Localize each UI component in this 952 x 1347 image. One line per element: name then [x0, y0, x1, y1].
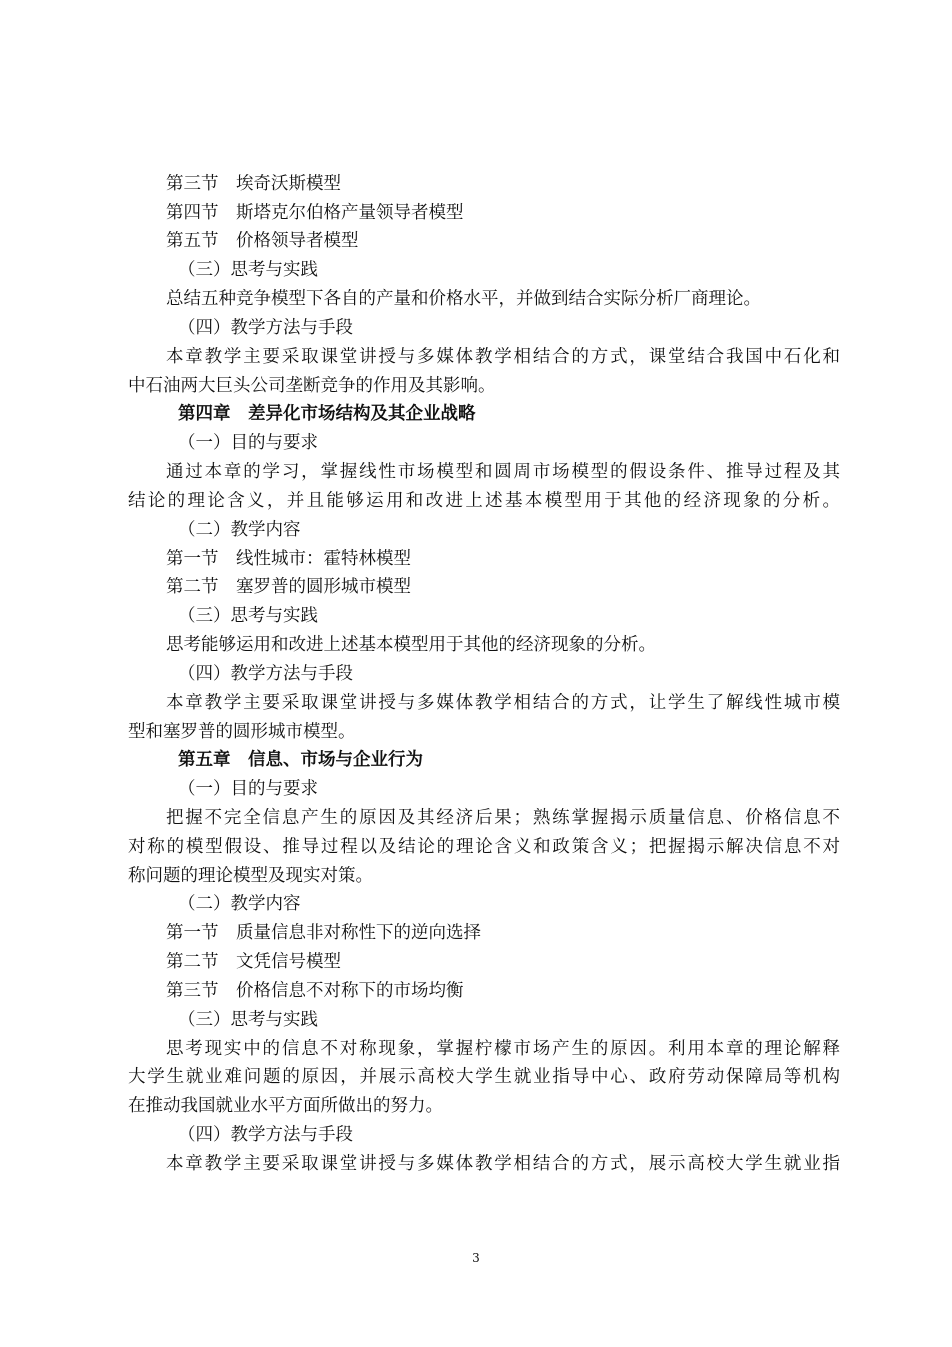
- paragraph-line: 结论的理论含义，并且能够运用和改进上述基本模型用于其他的经济现象的分析。: [128, 491, 840, 511]
- subheading: （一）目的与要求: [178, 779, 318, 799]
- section-line: 第四节 斯塔克尔伯格产量领导者模型: [166, 203, 464, 223]
- paragraph-line: 通过本章的学习，掌握线性市场模型和圆周市场模型的假设条件、推导过程及其: [166, 462, 840, 482]
- subheading: （四）教学方法与手段: [178, 1125, 353, 1145]
- subheading: （三）思考与实践: [178, 606, 318, 626]
- section-line: 第一节 质量信息非对称性下的逆向选择: [166, 923, 481, 943]
- paragraph-line: 思考现实中的信息不对称现象，掌握柠檬市场产生的原因。利用本章的理论解释: [166, 1039, 840, 1059]
- chapter-heading: 第四章 差异化市场结构及其企业战略: [178, 404, 476, 424]
- paragraph-line: 大学生就业难问题的原因，并展示高校大学生就业指导中心、政府劳动保障局等机构: [128, 1067, 840, 1087]
- section-line: 第一节 线性城市：霍特林模型: [166, 549, 411, 569]
- subheading: （二）教学内容: [178, 894, 301, 914]
- paragraph-line: 对称的模型假设、推导过程以及结论的理论含义和政策含义；把握揭示解决信息不对: [128, 837, 840, 857]
- section-line: 第五节 价格领导者模型: [166, 231, 359, 251]
- subheading: （四）教学方法与手段: [178, 664, 353, 684]
- paragraph-line: 称问题的理论模型及现实对策。: [128, 866, 373, 886]
- section-line: 第二节 塞罗普的圆形城市模型: [166, 577, 411, 597]
- section-line: 第三节 价格信息不对称下的市场均衡: [166, 981, 464, 1001]
- paragraph-line: 型和塞罗普的圆形城市模型。: [128, 722, 356, 742]
- paragraph-line: 把握不完全信息产生的原因及其经济后果；熟练掌握揭示质量信息、价格信息不: [166, 808, 840, 828]
- paragraph-line: 本章教学主要采取课堂讲授与多媒体教学相结合的方式，让学生了解线性城市模: [166, 693, 840, 713]
- paragraph-line: 思考能够运用和改进上述基本模型用于其他的经济现象的分析。: [166, 635, 656, 655]
- paragraph-line: 总结五种竞争模型下各自的产量和价格水平，并做到结合实际分析厂商理论。: [166, 289, 761, 309]
- subheading: （三）思考与实践: [178, 260, 318, 280]
- paragraph-line: 本章教学主要采取课堂讲授与多媒体教学相结合的方式，课堂结合我国中石化和: [166, 347, 840, 367]
- page-number: 3: [472, 1251, 480, 1265]
- chapter-heading: 第五章 信息、市场与企业行为: [178, 750, 423, 770]
- subheading: （一）目的与要求: [178, 433, 318, 453]
- paragraph-line: 中石油两大巨头公司垄断竞争的作用及其影响。: [128, 376, 496, 396]
- section-line: 第三节 埃奇沃斯模型: [166, 174, 341, 194]
- subheading: （三）思考与实践: [178, 1010, 318, 1030]
- section-line: 第二节 文凭信号模型: [166, 952, 341, 972]
- subheading: （二）教学内容: [178, 520, 301, 540]
- paragraph-line: 本章教学主要采取课堂讲授与多媒体教学相结合的方式，展示高校大学生就业指: [166, 1154, 840, 1174]
- subheading: （四）教学方法与手段: [178, 318, 353, 338]
- paragraph-line: 在推动我国就业水平方面所做出的努力。: [128, 1096, 443, 1116]
